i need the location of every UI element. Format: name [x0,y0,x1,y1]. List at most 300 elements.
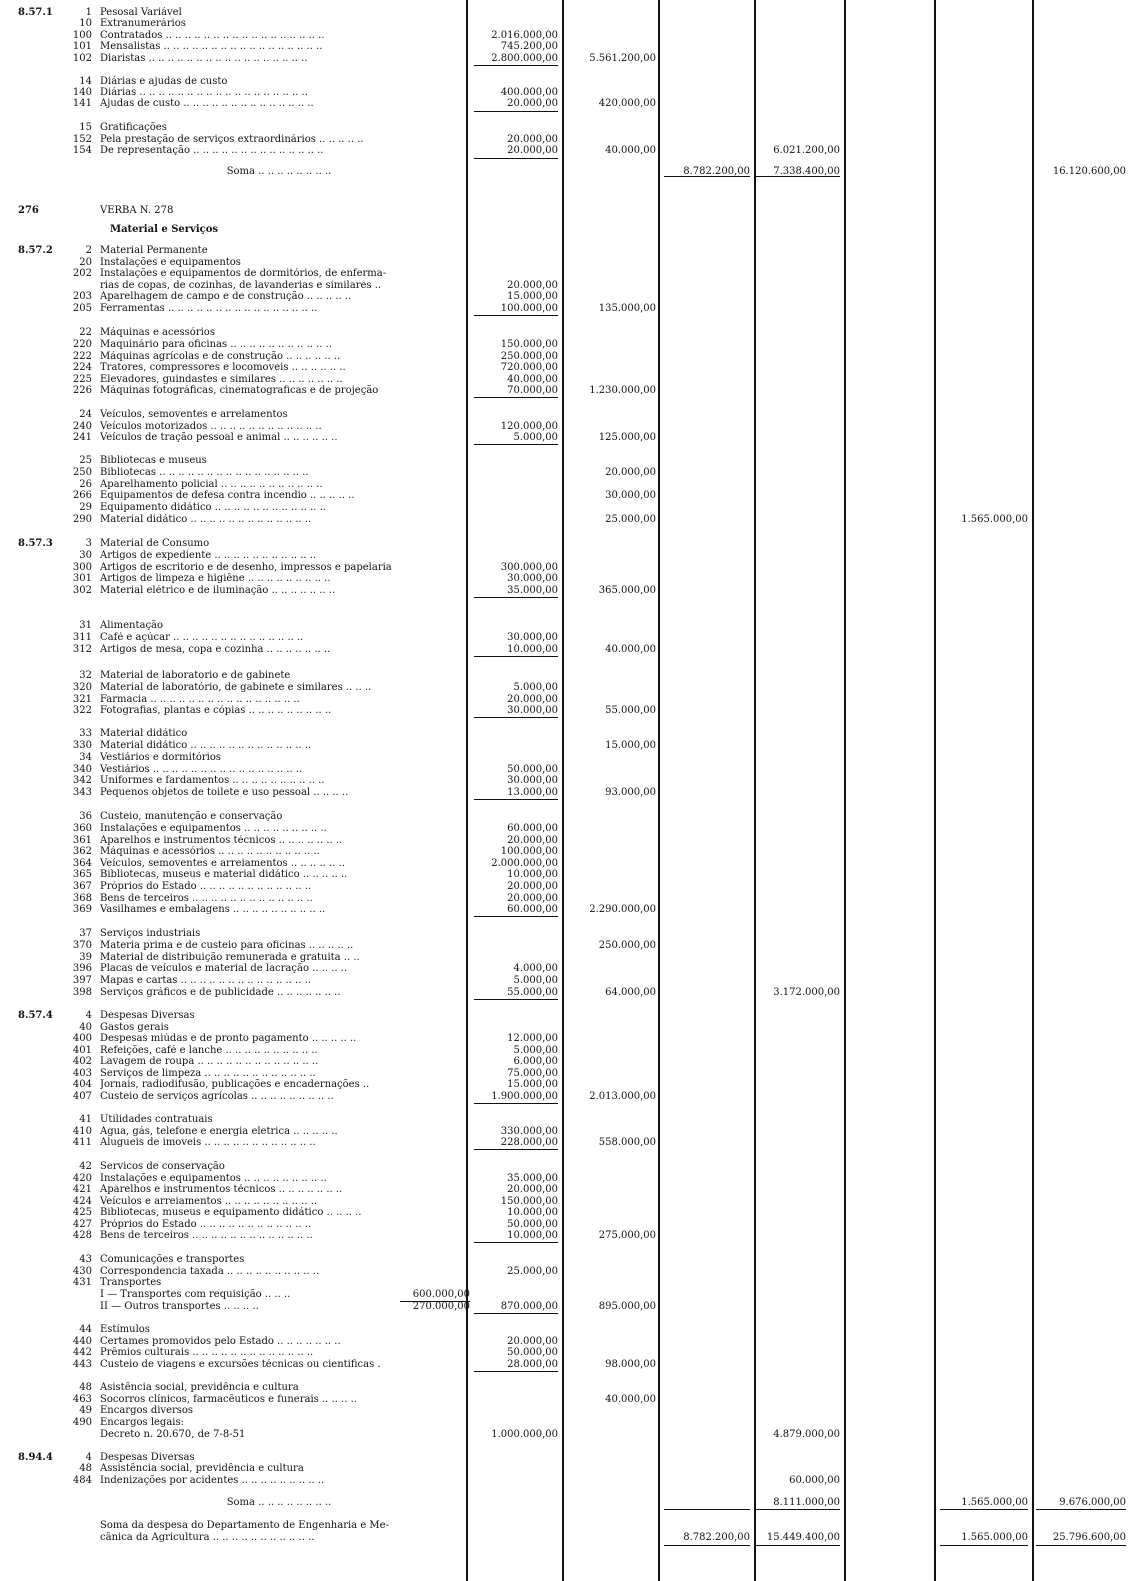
table-row [0,987,1143,999]
table-row [0,975,1143,987]
item-description: Artigos de expediente .. .. .. .. .. .. .. .. .. .. .. [100,550,317,561]
item-description: Vasilhames e embalagens .. .. .. .. .. .. .. .. .. .. [100,904,326,915]
table-row [0,705,1143,717]
item-description: Asistência social, previdência e cultura [100,1382,299,1393]
table-row [0,1417,1143,1429]
amount-col-2: 40.000,00 [605,145,656,156]
rubric-number: 430 [72,1266,92,1277]
amount-col-2: 40.000,00 [605,644,656,655]
rubric-number: 2 [85,245,92,256]
rubric-number: 41 [79,1114,92,1125]
amount-col-1: 20.000,00 [507,881,558,892]
section-code: 8.57.1 [18,7,53,18]
rubric-number: 32 [79,670,92,681]
amount-col-5: 1.565.000,00 [961,514,1028,525]
rubric-number: 407 [72,1091,92,1102]
amount-col-1: 30.000,00 [507,632,558,643]
item-description: Vestiários .. .. .. .. .. .. .. .. .. .. .. .. .. .. .. .. [100,764,303,775]
item-description: Placas de veículos e material de lacração .. .. .. .. [100,963,348,974]
table-row [0,205,1143,217]
amount-col-1: 100.000,00 [500,303,558,314]
item-description: Prêmios culturais .. .. .. .. .. .. .. .. .. .. .. .. .. [100,1347,314,1358]
amount-col-1: 10.000,00 [507,644,558,655]
rubric-number: 26 [79,479,92,490]
item-description: Instalações e equipamentos de dormitórios, de enferma- [100,268,387,279]
amount-col-2: 30.000,00 [605,490,656,501]
item-description: Despesas Diversas [100,1010,195,1021]
amount-col-2: 125.000,00 [598,432,656,443]
sub-amount: 270.000,00 [412,1301,470,1312]
item-description: Contratados .. .. .. .. .. .. .. .. .. .. .. .. .. .. .. .. .. [100,30,325,41]
subtotal-rule [756,1545,840,1546]
subtotal-rule [474,656,558,657]
amount-col-1: 12.000,00 [507,1033,558,1044]
rubric-number: 369 [72,904,92,915]
item-description: Despesas miúdas e de pronto pagamento .. .. .. .. .. [100,1033,357,1044]
table-row [0,362,1143,374]
table-row [0,1347,1143,1359]
rubric-number: 1 [85,7,92,18]
amount-col-1: 20.000,00 [507,835,558,846]
amount-col-1: 300.000,00 [500,562,558,573]
rubric-number: 48 [79,1463,92,1474]
rubric-number: 368 [72,893,92,904]
table-row [0,1405,1143,1417]
table-row [0,224,1143,236]
table-row [0,787,1143,799]
subtotal-rule [664,1545,750,1546]
item-description: Material de laboratorio e de gabinete [100,670,291,681]
item-description: Refeições, café e lanche .. .. .. .. .. .. .. .. .. .. [100,1045,318,1056]
subtotal-rule [474,1103,558,1104]
table-row [0,775,1143,787]
amount-col-1: 2.000.000,00 [491,858,558,869]
table-row [0,963,1143,975]
item-description: Material de laboratório, de gabinete e similares .. .. .. [100,682,372,693]
item-description: Material didático .. .. .. .. .. .. .. .. .. .. .. .. .. [100,514,312,525]
item-description: Instalações e equipamentos .. .. .. .. .. .. .. .. .. [100,1173,327,1184]
table-row [0,291,1143,303]
table-row [0,1056,1143,1068]
rubric-number: 152 [72,134,92,145]
table-row [0,245,1143,257]
subtotal-rule [1036,1545,1126,1546]
amount-col-1: 70.000,00 [507,385,558,396]
item-description: Assistência social, previdência e cultura [100,1463,304,1474]
table-row [0,268,1143,280]
rubric-number: 321 [72,694,92,705]
rubric-number: 364 [72,858,92,869]
item-description: Aparelhos e instrumentos técnicos .. .. .. .. .. .. .. [100,835,343,846]
rubric-number: 48 [79,1382,92,1393]
rubric-number: 22 [79,327,92,338]
amount-col-2: 1.230.000,00 [589,385,656,396]
rubric-number: 15 [79,122,92,133]
item-description: Bibliotecas e museus [100,455,207,466]
rubric-number: 25 [79,455,92,466]
rubric-number: 100 [72,30,92,41]
rubric-number: 424 [72,1196,92,1207]
table-row [0,455,1143,467]
rubric-number: 396 [72,963,92,974]
item-description: Utilidades contratuais [100,1114,213,1125]
item-description: Maquinário para oficinas .. .. .. .. .. .. .. .. .. .. .. [100,339,333,350]
rubric-number: 343 [72,787,92,798]
rubric-number: 141 [72,98,92,109]
table-row [0,752,1143,764]
amount-col-2: 2.290.000,00 [589,904,656,915]
amount-col-1: 1.900.000,00 [491,1091,558,1102]
table-row [0,1463,1143,1475]
section-code: 8.57.4 [18,1010,53,1021]
rubric-number: 49 [79,1405,92,1416]
item-description: Transportes [100,1277,162,1288]
subtotal-rule [474,444,558,445]
amount-col-1: 28.000,00 [507,1359,558,1370]
rubric-number: 224 [72,362,92,373]
item-description: Veículos motorizados .. .. .. .. .. .. .. .. .. .. .. .. [100,421,322,432]
table-row [0,869,1143,881]
amount-col-5: 1.565.000,00 [961,1497,1028,1508]
amount-col-2: 250.000,00 [598,940,656,951]
item-description: Ferramentas .. .. .. .. .. .. .. .. .. .. .. .. .. .. .. .. [100,303,318,314]
table-row [0,1520,1143,1532]
subtotal-rule [474,1371,558,1372]
rubric-number: 14 [79,76,92,87]
subtotal-rule [474,597,558,598]
amount-col-6: 16.120.600,00 [1052,166,1126,177]
item-description: Máquinas e acessórios .. .. .. .. .. .. .. .. .. .. .. [100,846,320,857]
table-row [0,1277,1143,1289]
amount-col-1: 50.000,00 [507,1219,558,1230]
amount-col-1: 4.000,00 [513,963,558,974]
rubric-number: 36 [79,811,92,822]
rubric-number: 42 [79,1161,92,1172]
amount-col-2: 2.013.000,00 [589,1091,656,1102]
amount-col-1: 10.000,00 [507,1230,558,1241]
item-description: Próprios do Estado .. .. .. .. .. .. .. .. .. .. .. .. [100,881,312,892]
rubric-number: 404 [72,1079,92,1090]
item-description: Bibliotecas, museus e equipamento didático .. .. .. .. [100,1207,362,1218]
table-row [0,620,1143,632]
item-description: Elevadores, guindastes e similares .. .. .. .. .. .. .. [100,374,343,385]
subtotal-rule [474,1313,558,1314]
rubric-number: 222 [72,351,92,362]
item-description: Artigos de limpeza e higiêne .. .. .. .. .. .. .. .. .. [100,573,331,584]
table-row [0,670,1143,682]
amount-col-1: 25.000,00 [507,1266,558,1277]
item-description: II — Outros transportes .. .. .. .. [100,1301,259,1312]
table-row [0,1079,1143,1091]
item-description: Equipamento didático .. .. .. .. .. .. .. .. .. .. .. .. [100,502,326,513]
amount-col-1: 5.000,00 [513,1045,558,1056]
amount-col-4: 6.021.200,00 [773,145,840,156]
table-row [0,1230,1143,1242]
rubric-number: 320 [72,682,92,693]
rubric-number: 43 [79,1254,92,1265]
item-description: Artigos de mesa, copa e cozinha .. .. .. .. .. .. .. [100,644,331,655]
amount-col-1: 30.000,00 [507,775,558,786]
rubric-number: 101 [72,41,92,52]
table-row [0,1497,1143,1509]
subtotal-rule [474,916,558,917]
subtotal-rule [474,999,558,1000]
rubric-number: 443 [72,1359,92,1370]
item-description: Material Permanente [100,245,208,256]
rubric-number: 421 [72,1184,92,1195]
item-description: Máquinas fotográficas, cinematograficas e de projeção [100,385,379,396]
table-row [0,1184,1143,1196]
rubric-number: 202 [72,268,92,279]
item-description: Material de distribuição remunerada e gratuita .. .. [100,952,360,963]
rubric-number: 250 [72,467,92,478]
amount-col-2: 558.000,00 [598,1137,656,1148]
item-description: Estímulos [100,1324,150,1335]
rubric-number: 431 [72,1277,92,1288]
amount-col-1: 330.000,00 [500,1126,558,1137]
item-description: Diaristas .. .. .. .. .. .. .. .. .. .. .. .. .. .. .. .. .. [100,53,308,64]
rubric-number: 302 [72,585,92,596]
table-row [0,1475,1143,1487]
table-row [0,53,1143,65]
amount-col-1: 870.000,00 [500,1301,558,1312]
item-description: Encargos diversos [100,1405,194,1416]
subtotal-rule [474,1242,558,1243]
table-row [0,490,1143,502]
amount-col-1: 75.000,00 [507,1068,558,1079]
table-row [0,1324,1143,1336]
item-description: Serviços de limpeza .. .. .. .. .. .. .. .. .. .. .. .. [100,1068,316,1079]
rubric-number: 490 [72,1417,92,1428]
amount-col-1: 20.000,00 [507,1184,558,1195]
item-description: Material didático [100,728,188,739]
amount-col-1: 20.000,00 [507,1336,558,1347]
item-description: Encargos legais: [100,1417,184,1428]
amount-col-6: 9.676.000,00 [1059,1497,1126,1508]
item-description: Veículos, semoventes e arreiamentos .. .. .. .. .. .. [100,858,345,869]
amount-col-2: 15.000,00 [605,740,656,751]
item-description: Pela prestação de serviços extraordinários .. .. .. .. .. [100,134,364,145]
amount-col-1: 55.000,00 [507,987,558,998]
rubric-number: 442 [72,1347,92,1358]
rubric-number: 402 [72,1056,92,1067]
amount-col-1: 150.000,00 [500,339,558,350]
subtotal-rule [756,1509,840,1510]
item-description: Custeio de viagens e excursões técnicas ou cientificas . [100,1359,381,1370]
table-row [0,573,1143,585]
item-description: Uniformes e fardamentos .. .. .. .. .. .. .. .. .. .. [100,775,325,786]
rubric-number: 290 [72,514,92,525]
rubric-number: 403 [72,1068,92,1079]
amount-col-1: 250.000,00 [500,351,558,362]
amount-col-1: 15.000,00 [507,1079,558,1090]
rubric-number: 3 [85,538,92,549]
rubric-number: 225 [72,374,92,385]
item-description: Material elétrico e de iluminação .. .. .. .. .. .. .. [100,585,336,596]
item-description: Indenizações por acidentes .. .. .. .. .. .. .. .. .. [100,1475,325,1486]
item-description: Serviços industriais [100,928,201,939]
amount-col-1: 20.000,00 [507,98,558,109]
rubric-number: 322 [72,705,92,716]
item-description: Alugueis de imoveis .. .. .. .. .. .. .. .. .. .. .. .. [100,1137,316,1148]
subtotal-rule [474,65,558,66]
table-row [0,303,1143,315]
subtotal-rule [474,315,558,316]
amount-col-5: 1.565.000,00 [961,1532,1028,1543]
rubric-number: 226 [72,385,92,396]
amount-col-2: 5.561.200,00 [589,53,656,64]
rubric-number: 311 [72,632,92,643]
table-row [0,145,1143,157]
rubric-number: 220 [72,339,92,350]
item-description: De representação .. .. .. .. .. .. .. .. .. .. .. .. .. .. [100,145,324,156]
rubric-number: 4 [85,1452,92,1463]
item-description: Correspondencia taxada .. .. .. .. .. .. .. .. .. .. [100,1266,320,1277]
subtotal-rule [474,1149,558,1150]
table-row [0,1091,1143,1103]
rubric-number: 397 [72,975,92,986]
table-row [0,1114,1143,1126]
amount-col-2: 135.000,00 [598,303,656,314]
item-description: Aparelhos e instrumentos técnicos .. .. .. .. .. .. .. [100,1184,343,1195]
item-description: Mensalistas .. .. .. .. .. .. .. .. .. .. .. .. .. .. .. .. .. [100,41,323,52]
table-row [0,18,1143,30]
item-description: Gratificações [100,122,167,133]
amount-col-4: 60.000,00 [789,1475,840,1486]
amount-col-1: 720.000,00 [500,362,558,373]
rubric-number: 425 [72,1207,92,1218]
amount-col-2: 895.000,00 [598,1301,656,1312]
item-description: Tratores, compressores e locomoveis .. .. .. .. .. .. [100,362,346,373]
table-row [0,644,1143,656]
rubric-number: 39 [79,952,92,963]
amount-col-1: 20.000,00 [507,280,558,291]
amount-col-1: 35.000,00 [507,1173,558,1184]
rubric-number: 427 [72,1219,92,1230]
table-row [0,1161,1143,1173]
section-code: 8.57.3 [18,538,53,549]
rubric-number: 266 [72,490,92,501]
subtotal-rule [940,1545,1028,1546]
amount-col-1: 120.000,00 [500,421,558,432]
item-description: Despesas Diversas [100,1452,195,1463]
amount-col-1: 6.000,00 [513,1056,558,1067]
table-row [0,632,1143,644]
table-row [0,811,1143,823]
rubric-number: 370 [72,940,92,951]
item-description: Bibliotecas, museus e material didático .. .. .. .. .. [100,869,348,880]
amount-col-2: 365.000,00 [598,585,656,596]
rubric-number: 240 [72,421,92,432]
subtotal-rule [474,397,558,398]
item-description: Decreto n. 20.670, de 7-8-51 [100,1429,246,1440]
rubric-number: 24 [79,409,92,420]
rubric-number: 401 [72,1045,92,1056]
amount-col-2: 93.000,00 [605,787,656,798]
item-description: Bens de terceiros .. .. .. .. .. .. .. .. .. .. .. .. .. [100,1230,313,1241]
item-description: Certames promovidos pelo Estado .. .. .. .. .. .. .. [100,1336,341,1347]
rubric-number: 154 [72,145,92,156]
table-row [0,385,1143,397]
rubric-number: 312 [72,644,92,655]
amount-col-1: 60.000,00 [507,904,558,915]
rubric-number: 29 [79,502,92,513]
item-description: Próprios do Estado .. .. .. .. .. .. .. .. .. .. .. .. [100,1219,312,1230]
subtotal-rule [474,717,558,718]
item-description: Servicos de conservação [100,1161,225,1172]
table-row [0,904,1143,916]
item-description: Instalações e equipamentos [100,257,241,268]
item-description: Gastos gerais [100,1022,169,1033]
item-description: Artigos de escritorio e de desenho, impressos e papelaria [100,562,392,573]
item-description: Fotografias, plantas e cópias .. .. .. .. .. .. .. .. .. [100,705,332,716]
item-description: Agua, gás, telefone e energia eletrica .. .. .. .. .. [100,1126,338,1137]
item-description: Vestiários e dormitórios [100,752,221,763]
amount-col-2: 25.000,00 [605,514,656,525]
rubric-number: 428 [72,1230,92,1241]
rubric-number: 300 [72,562,92,573]
item-description: Soma .. .. .. .. .. .. .. .. [226,1497,332,1508]
item-description: Mapas e cartas .. .. .. .. .. .. .. .. .. .. .. .. .. .. [100,975,311,986]
table-row [0,1532,1143,1544]
rubric-number: 34 [79,752,92,763]
rubric-number: 37 [79,928,92,939]
item-description: Material didático .. .. .. .. .. .. .. .. .. .. .. .. .. [100,740,312,751]
rubric-number: 102 [72,53,92,64]
item-description: Farmacia .. .. .. .. .. .. .. .. .. .. .. .. .. .. .. .. [100,694,300,705]
item-description: Veículos e arreiamentos .. .. .. .. .. .. .. .. .. .. [100,1196,318,1207]
subtotal-rule [664,1509,750,1510]
section-code: 8.57.2 [18,245,53,256]
rubric-number: 40 [79,1022,92,1033]
table-row [0,502,1143,514]
rubric-number: 463 [72,1394,92,1405]
table-row [0,409,1143,421]
amount-col-2: 55.000,00 [605,705,656,716]
table-row [0,740,1143,752]
item-description: Café e açúcar .. .. .. .. .. .. .. .. .. .. .. .. .. .. [100,632,304,643]
amount-col-2: 40.000,00 [605,1394,656,1405]
table-row [0,514,1143,526]
amount-col-1: 400.000,00 [500,87,558,98]
rubric-number: 398 [72,987,92,998]
table-row [0,550,1143,562]
table-row [0,339,1143,351]
table-row [0,881,1143,893]
item-description: Pequenos objetos de toilete e uso pessoal .. .. .. .. [100,787,349,798]
rubric-number: 365 [72,869,92,880]
amount-col-2: 64.000,00 [605,987,656,998]
table-row [0,1289,1143,1301]
amount-col-1: 20.000,00 [507,134,558,145]
table-row [0,728,1143,740]
item-description: VERBA N. 278 [100,205,174,216]
item-description: Jornais, radiodifusão, publicações e encadernações .. [100,1079,370,1090]
amount-col-1: 15.000,00 [507,291,558,302]
amount-col-1: 5.000,00 [513,682,558,693]
sub-amount: 600.000,00 [412,1289,470,1300]
rubric-number: 203 [72,291,92,302]
amount-col-1: 228.000,00 [500,1137,558,1148]
table-row [0,1010,1143,1022]
amount-col-1: 30.000,00 [507,705,558,716]
item-description: Veículos, semoventes e arrelamentos [100,409,288,420]
item-description: Bibliotecas .. .. .. .. .. .. .. .. .. .. .. .. .. .. .. .. [100,467,309,478]
item-description: Comunicações e transportes [100,1254,245,1265]
amount-col-2: 275.000,00 [598,1230,656,1241]
table-row [0,846,1143,858]
item-description: Material e Serviços [110,224,219,235]
